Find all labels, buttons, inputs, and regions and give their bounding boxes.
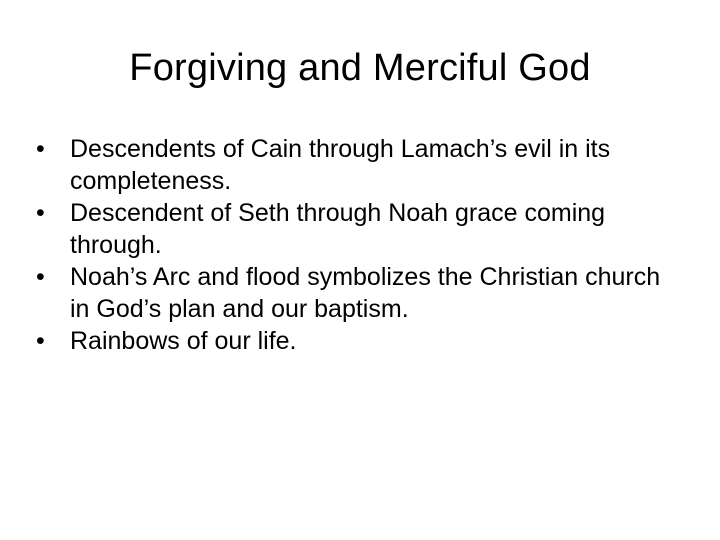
bullet-item [36,261,684,325]
bullet-text: Descendent of Seth through Noah grace coming through. [70,199,606,259]
bullet-text: Rainbows of our life. [70,327,297,355]
bullet-text: Descendents of Cain through Lamach’s evil in its completeness. [70,135,611,195]
bullet-icon: • [36,327,45,355]
bullet-item [36,133,684,197]
bullet-icon: • [36,135,45,163]
bullet-item [36,197,684,261]
bullet-text: Noah’s Arc and flood symbolizes the Christian church in God’s plan and our baptism. [70,263,661,323]
bullet-icon: • [36,199,45,227]
bullet-item [36,325,684,357]
bullet-icon: • [36,263,45,291]
bullet-list [36,133,684,357]
slide-title: Forgiving and Merciful God [129,47,591,89]
